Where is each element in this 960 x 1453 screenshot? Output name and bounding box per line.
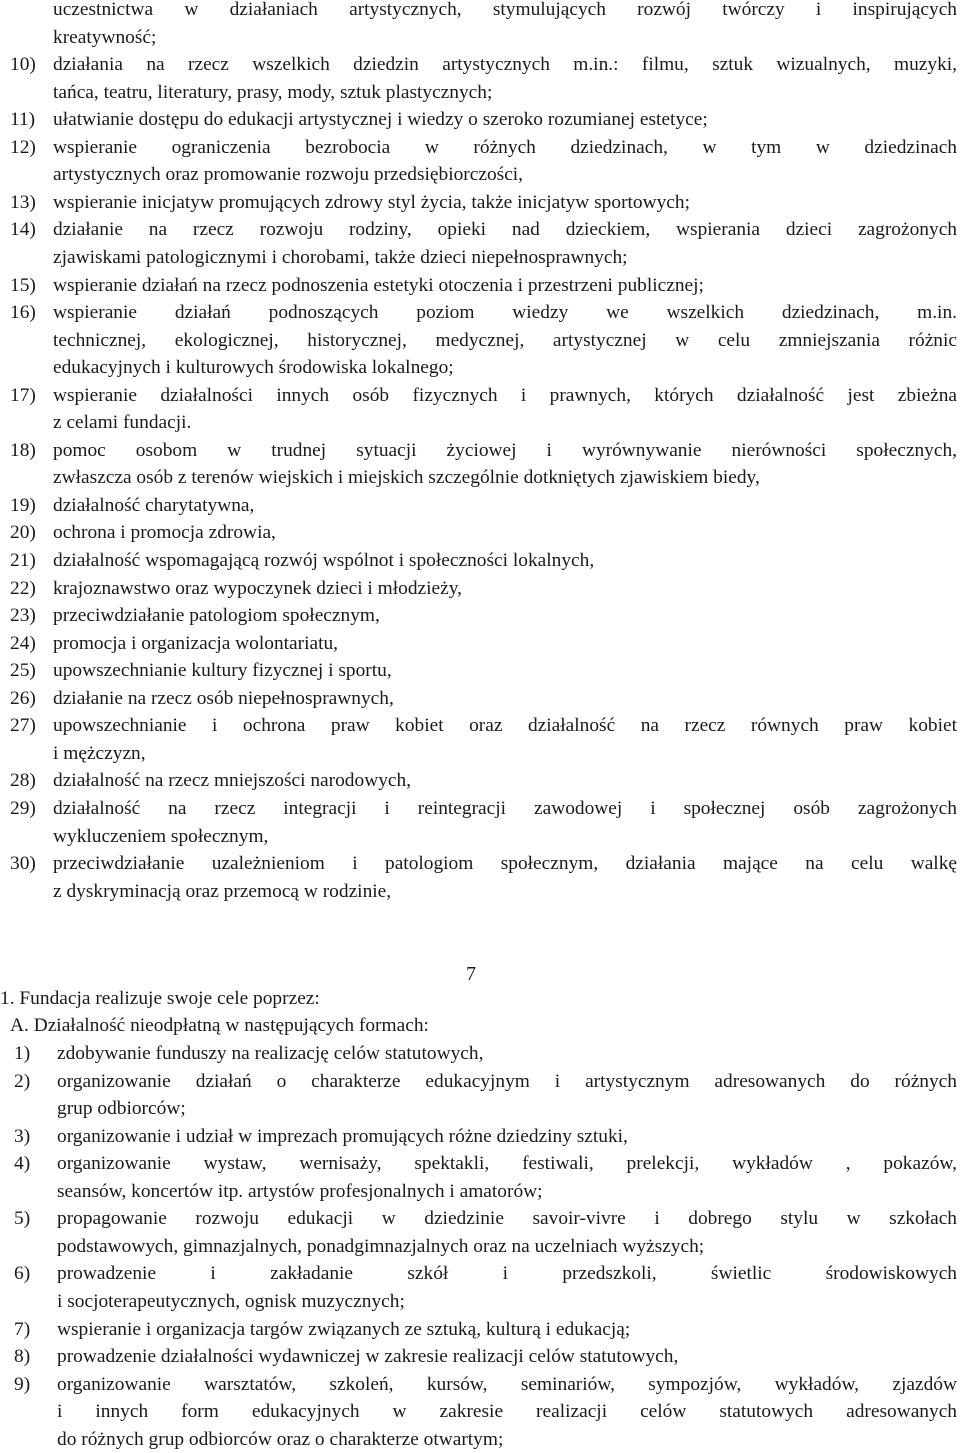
continuation-line: uczestnictwa w działaniach artystycznych, stymulujących rozwój twórczy i inspirujących: [53, 0, 957, 20]
item-number: 22): [10, 577, 36, 599]
list-item-line: działania na rzecz wszelkich dziedzin artystycznych m.in.: filmu, sztuk wizualnych, muzyki,: [53, 54, 957, 76]
list-item-line: wspieranie inicjatyw promujących zdrowy styl życia, także inicjatyw sportowych;: [53, 191, 690, 213]
list-item-line: tańca, teatru, literatury, prasy, mody, sztuk plastycznych;: [53, 81, 493, 103]
list-item-line: działanie na rzecz rozwoju rodziny, opieki nad dzieckiem, wspierania dzieci zagrożonych: [53, 219, 957, 241]
list-item-line: organizowanie i udział w imprezach promujących różne dziedziny sztuki,: [57, 1125, 628, 1147]
item-number: 1): [14, 1043, 31, 1064]
list-item-line: z celami fundacji.: [53, 412, 192, 434]
list-item-line: propagowanie rozwoju edukacji w dziedzinie savoir-vivre i dobrego stylu w szkołach: [57, 1208, 957, 1230]
list-item-line: upowszechnianie i ochrona praw kobiet oraz działalność na rzecz równych praw kobiet: [53, 715, 957, 737]
list-item-line: prowadzenie działalności wydawniczej w zakresie realizacji celów statutowych,: [57, 1346, 679, 1368]
section-number: 7: [466, 963, 476, 985]
section-subheading: A. Działalność nieodpłatną w następujących formach:: [10, 1015, 429, 1036]
list-item-line: i socjoterapeutycznych, ognisk muzycznych;: [57, 1290, 405, 1312]
item-number: 24): [10, 632, 36, 654]
item-number: 5): [14, 1208, 31, 1230]
list-item-line: zdobywanie funduszy na realizację celów statutowych,: [57, 1043, 484, 1064]
list-item-line: wspieranie działalności innych osób fizycznych i prawnych, których działalność jest zbieżna: [53, 384, 957, 406]
item-number: 19): [10, 494, 36, 516]
item-number: 10): [10, 54, 36, 76]
list-item-line: artystycznych oraz promowanie rozwoju przedsiębiorczości,: [53, 164, 524, 186]
list-item-line: pomoc osobom w trudnej sytuacji życiowej i wyrównywanie nierówności społecznych,: [53, 439, 957, 461]
list-item-line: i innych form edukacyjnych w zakresie realizacji celów statutowych adresowanych: [57, 1401, 957, 1423]
list-item-line: działalność na rzecz integracji i reintegracji zawodowej i społecznej osób zagrożonych: [53, 797, 957, 819]
item-number: 21): [10, 550, 36, 571]
list-item-line: technicznej, ekologicznej, historycznej, medycznej, artystycznej w celu zmniejszania różnic: [53, 329, 957, 351]
list-item-line: i mężczyzn,: [53, 742, 146, 764]
list-item-line: organizowanie warsztatów, szkoleń, kursów, seminariów, sympozjów, wykładów, zjazdów: [57, 1373, 957, 1395]
list-item-line: wspieranie działań na rzecz podnoszenia estetyki otoczenia i przestrzeni publicznej;: [53, 274, 704, 296]
item-number: 16): [10, 302, 36, 324]
list-item-line: przeciwdziałanie patologiom społecznym,: [53, 605, 380, 627]
item-number: 26): [10, 687, 36, 709]
list-item-line: zjawiskami patologicznymi i chorobami, także dzieci niepełnosprawnych;: [53, 246, 628, 268]
item-number: 27): [10, 715, 36, 737]
list-item-line: edukacyjnych i kulturowych środowiska lokalnego;: [53, 357, 454, 379]
list-item-line: organizowanie działań o charakterze edukacyjnym i artystycznym adresowanych do różnych: [57, 1070, 957, 1092]
item-number: 29): [10, 797, 36, 819]
list-item-line: organizowanie wystaw, wernisaży, spektakli, festiwali, prelekcji, wykładów , pokazów,: [57, 1153, 957, 1175]
list-item-line: seansów, koncertów itp. artystów profesjonalnych i amatorów;: [57, 1180, 543, 1202]
item-number: 7): [14, 1318, 31, 1340]
item-number: 12): [10, 136, 36, 158]
item-number: 9): [14, 1373, 31, 1395]
item-number: 15): [10, 274, 36, 296]
list-item-line: ochrona i promocja zdrowia,: [53, 522, 276, 544]
list-item-line: upowszechnianie kultury fizycznej i sportu,: [53, 660, 392, 682]
list-item-line: zwłaszcza osób z terenów wiejskich i miejskich szczególnie dotkniętych zjawiskiem biedy,: [53, 467, 760, 489]
item-number: 23): [10, 605, 36, 627]
item-number: 18): [10, 439, 36, 461]
list-item-line: działalność charytatywna,: [53, 494, 255, 516]
list-item-line: grup odbiorców;: [57, 1098, 186, 1120]
item-number: 4): [14, 1153, 31, 1175]
list-item-line: działalność na rzecz mniejszości narodowych,: [53, 770, 412, 792]
list-item-line: wspieranie i organizacja targów związanych ze sztuką, kulturą i edukacją;: [57, 1318, 631, 1340]
item-number: 2): [14, 1070, 31, 1092]
item-number: 28): [10, 770, 36, 792]
list-item-line: wspieranie działań podnoszących poziom wiedzy we wszelkich dziedzinach, m.in.: [53, 302, 957, 324]
list-item-line: wykluczeniem społecznym,: [53, 825, 269, 847]
item-number: 20): [10, 522, 36, 544]
list-item-line: przeciwdziałanie uzależnieniom i patologiom społecznym, działania mające na celu walkę: [53, 853, 957, 875]
section-intro: 1. Fundacja realizuje swoje cele poprzez:: [0, 988, 320, 1009]
item-number: 13): [10, 191, 36, 213]
list-item-line: wspieranie ograniczenia bezrobocia w różnych dziedzinach, w tym w dziedzinach: [53, 136, 957, 158]
list-item-line: ułatwianie dostępu do edukacji artystycznej i wiedzy o szeroko rozumianej estetyce;: [53, 109, 708, 131]
list-item-line: prowadzenie i zakładanie szkół i przedszkoli, świetlic środowiskowych: [57, 1263, 957, 1285]
item-number: 11): [10, 109, 36, 131]
list-item-line: z dyskryminacją oraz przemocą w rodzinie,: [53, 880, 392, 902]
item-number: 25): [10, 660, 36, 682]
list-item-line: promocja i organizacja wolontariatu,: [53, 632, 339, 654]
list-item-line: krajoznawstwo oraz wypoczynek dzieci i młodzieży,: [53, 577, 463, 599]
list-item-line: do różnych grup odbiorców oraz o charakterze otwartym;: [57, 1428, 504, 1450]
item-number: 8): [14, 1346, 31, 1368]
list-item-line: działanie na rzecz osób niepełnosprawnych,: [53, 687, 394, 709]
continuation-line: kreatywność;: [53, 26, 157, 48]
item-number: 14): [10, 219, 36, 241]
list-item-line: podstawowych, gimnazjalnych, ponadgimnazjalnych oraz na uczelniach wyższych;: [57, 1235, 705, 1257]
item-number: 6): [14, 1263, 31, 1285]
item-number: 17): [10, 384, 36, 406]
item-number: 30): [10, 853, 36, 875]
item-number: 3): [14, 1125, 31, 1147]
list-item-line: działalność wspomagającą rozwój wspólnot i społeczności lokalnych,: [53, 550, 595, 571]
